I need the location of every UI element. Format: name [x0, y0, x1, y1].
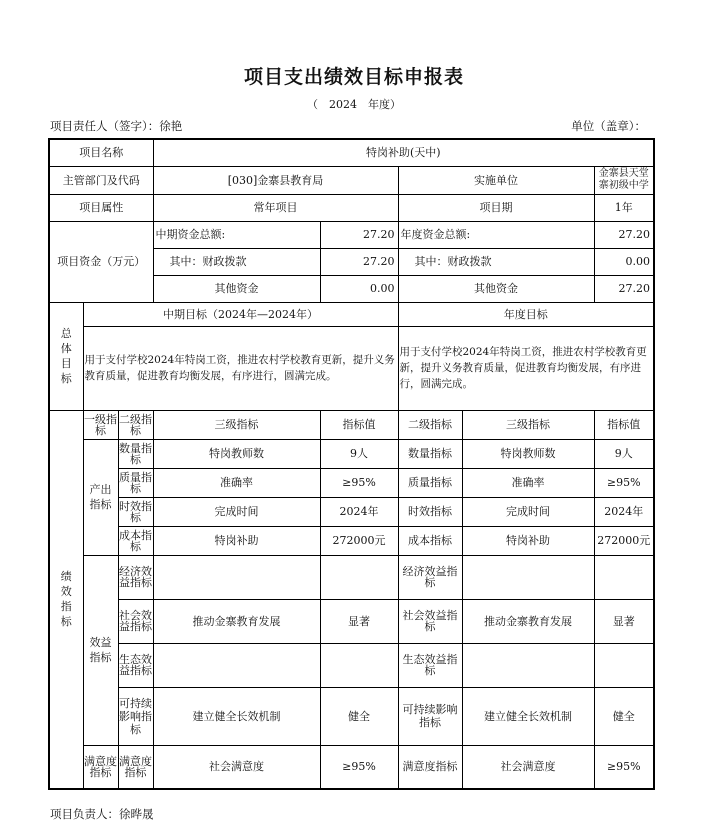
table-row-l3-year: 推动金寨教育发展 [462, 599, 594, 643]
table-row-l2: 生态效益指标 [118, 643, 153, 687]
impl-unit-value: 金寨县天堂寨初级中学 [594, 166, 654, 194]
mid-total-label: 中期资金总额: [153, 221, 320, 248]
col-level3-header-year: 三级指标 [462, 410, 594, 439]
table-row-l2-year: 满意度指标 [398, 745, 462, 789]
performance-table [48, 138, 655, 790]
table-row-l2: 社会效益指标 [118, 599, 153, 643]
table-row-value-year: 2024年 [594, 497, 654, 526]
table-row-l3 [153, 643, 320, 687]
table-row-l2-year: 质量指标 [398, 468, 462, 497]
col-value-header-year: 指标值 [594, 410, 654, 439]
col-level1-header: 一级指标 [83, 410, 118, 439]
performance-label: 绩效指标 [49, 410, 83, 789]
table-row-l2-year: 经济效益指标 [398, 555, 462, 599]
table-row-l2: 数量指标 [118, 439, 153, 468]
table-row-l3: 特岗补助 [153, 526, 320, 555]
table-row-l2: 质量指标 [118, 468, 153, 497]
table-row-value: ≥95% [320, 468, 398, 497]
project-attr-value: 常年项目 [153, 194, 398, 221]
responsible-person: 项目责任人（签字）：徐艳 [50, 119, 183, 133]
impl-unit-label: 实施单位 [398, 166, 594, 194]
table-row-l3-year: 准确率 [462, 468, 594, 497]
overall-goal-label: 总体目标 [49, 302, 83, 410]
mid-other-label: 其他资金 [153, 275, 320, 302]
mid-goal-text: 用于支付学校2024年特岗工资，推进农村学校教育更新，提升义务教育质量，促进教育均衡发展，有序进行，圆满完成。 [83, 326, 398, 410]
table-row-l2-year: 生态效益指标 [398, 643, 462, 687]
table-row-value-year: ≥95% [594, 745, 654, 789]
table-row-l3-year: 完成时间 [462, 497, 594, 526]
year-goal-header: 年度目标 [398, 302, 654, 326]
project-period-value: 1年 [594, 194, 654, 221]
project-name-label: 项目名称 [49, 139, 153, 166]
table-row-l3: 特岗教师数 [153, 439, 320, 468]
table-row-value [320, 555, 398, 599]
year-total-value: 27.20 [594, 221, 654, 248]
dept-value: [030]金寨县教育局 [153, 166, 398, 194]
table-row-l2-year: 成本指标 [398, 526, 462, 555]
year-other-label: 其他资金 [398, 275, 594, 302]
table-row-value: 健全 [320, 687, 398, 745]
year-total-label: 年度资金总额: [398, 221, 594, 248]
table-row-value [320, 643, 398, 687]
project-name-value: 特岗补助(天中) [153, 139, 654, 166]
mid-fiscal-value: 27.20 [320, 248, 398, 275]
funds-label: 项目资金（万元） [49, 221, 153, 302]
year-other-value: 27.20 [594, 275, 654, 302]
dept-label: 主管部门及代码 [49, 166, 153, 194]
table-row-l3-year: 社会满意度 [462, 745, 594, 789]
table-row-l2: 可持续影响指标 [118, 687, 153, 745]
table-row-value-year [594, 555, 654, 599]
table-row-l2: 经济效益指标 [118, 555, 153, 599]
table-row-l2-year: 可持续影响指标 [398, 687, 462, 745]
table-row-value-year: 9人 [594, 439, 654, 468]
table-row-value: 显著 [320, 599, 398, 643]
table-row-value-year: 272000元 [594, 526, 654, 555]
table-row-l2-year: 时效指标 [398, 497, 462, 526]
col-level2-header-year: 二级指标 [398, 410, 462, 439]
output-indicator-label: 产出指标 [83, 439, 118, 555]
col-level3-header: 三级指标 [153, 410, 320, 439]
table-row-l2-year: 社会效益指标 [398, 599, 462, 643]
table-row-l2: 满意度指标 [118, 745, 153, 789]
table-row-l3: 准确率 [153, 468, 320, 497]
table-row-value-year: 显著 [594, 599, 654, 643]
table-row-value: 2024年 [320, 497, 398, 526]
mid-other-value: 0.00 [320, 275, 398, 302]
year-fiscal-value: 0.00 [594, 248, 654, 275]
table-row-l3-year: 特岗补助 [462, 526, 594, 555]
table-row-l3: 社会满意度 [153, 745, 320, 789]
table-row-value-year: 健全 [594, 687, 654, 745]
mid-goal-header: 中期目标（2024年—2024年） [83, 302, 398, 326]
table-row-l2-year: 数量指标 [398, 439, 462, 468]
year-goal-text: 用于支付学校2024年特岗工资，推进农村学校教育更新，提升义务教育质量，促进教育均衡发展，有序进行，圆满完成。 [398, 326, 654, 410]
project-owner: 项目负责人：徐晔晟 [50, 807, 154, 821]
benefit-indicator-label: 效益指标 [83, 555, 118, 745]
project-period-label: 项目期 [398, 194, 594, 221]
table-row-l3: 完成时间 [153, 497, 320, 526]
table-row-l2: 时效指标 [118, 497, 153, 526]
satisfaction-indicator-label: 满意度指标 [83, 745, 118, 789]
table-row-value-year: ≥95% [594, 468, 654, 497]
unit-seal: 单位（盖章）： [571, 119, 646, 133]
project-attr-label: 项目属性 [49, 194, 153, 221]
table-row-l3-year [462, 555, 594, 599]
table-row-l3: 建立健全长效机制 [153, 687, 320, 745]
mid-total-value: 27.20 [320, 221, 398, 248]
mid-fiscal-label: 其中：财政拨款 [153, 248, 320, 275]
col-value-header: 指标值 [320, 410, 398, 439]
table-row-l3-year: 建立健全长效机制 [462, 687, 594, 745]
table-row-value: ≥95% [320, 745, 398, 789]
table-row-value-year [594, 643, 654, 687]
table-row-l3-year: 特岗教师数 [462, 439, 594, 468]
table-row-value: 9人 [320, 439, 398, 468]
table-row-l3-year [462, 643, 594, 687]
table-row-value: 272000元 [320, 526, 398, 555]
table-row-l2: 成本指标 [118, 526, 153, 555]
table-row-l3 [153, 555, 320, 599]
col-level2-header: 二级指标 [118, 410, 153, 439]
year-label: （ 2024 年度） [307, 98, 401, 111]
page-title: 项目支出绩效目标申报表 [243, 66, 464, 88]
table-row-l3: 推动金寨教育发展 [153, 599, 320, 643]
year-fiscal-label: 其中：财政拨款 [398, 248, 594, 275]
